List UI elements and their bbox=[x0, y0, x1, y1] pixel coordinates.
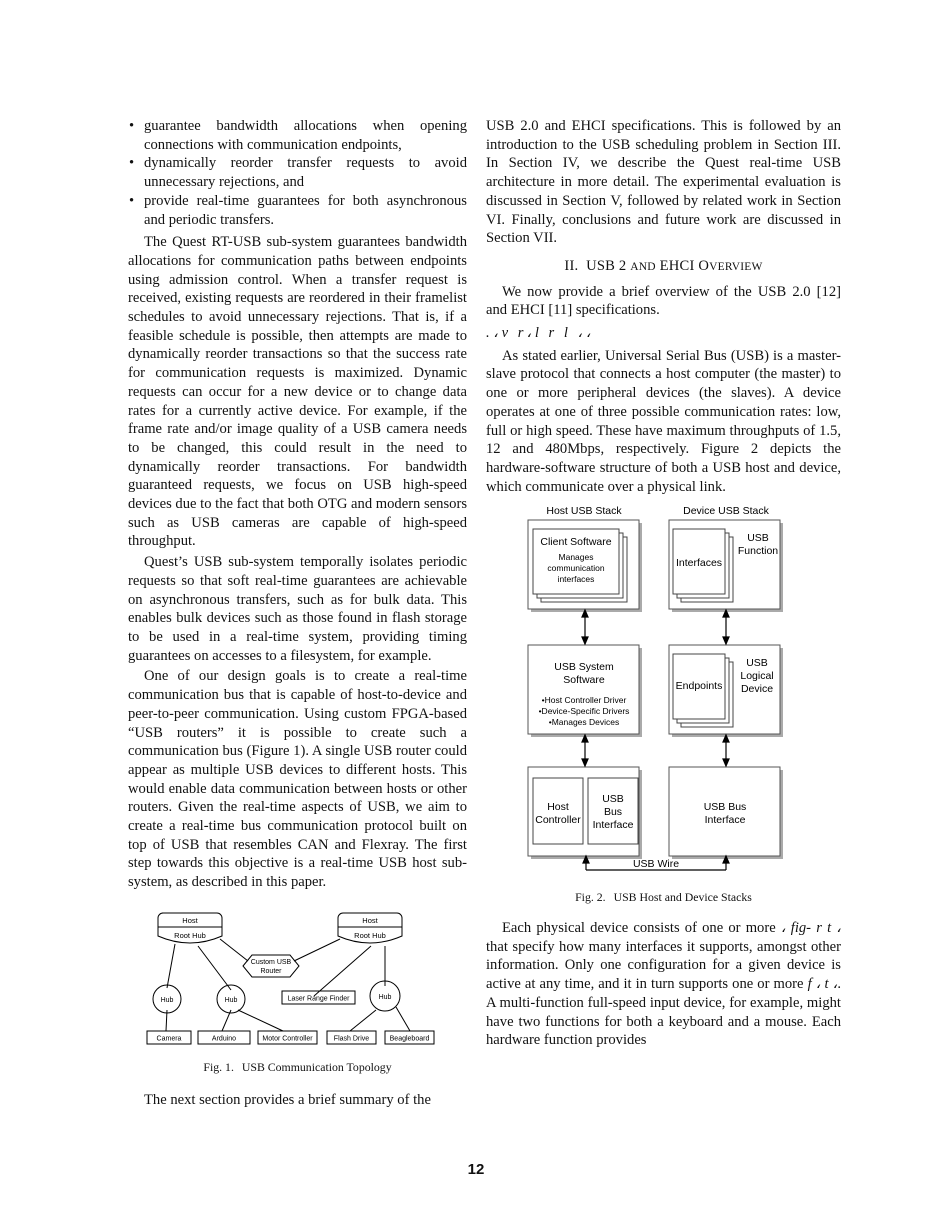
figure-1-topology bbox=[140, 906, 440, 1056]
sys-sw-2: Software bbox=[563, 674, 605, 687]
roothub-left-label: Root Hub bbox=[174, 930, 206, 940]
roothub-right-label: Root Hub bbox=[354, 930, 386, 940]
usb-bus-if-2: Bus bbox=[603, 806, 623, 819]
logical-1: USB bbox=[746, 657, 768, 670]
paragraph: USB 2.0 and EHCI specifications. This is followed by an introduction to the USB scheduling problem in Section III. In Section IV, we describe the Quest real-time USB architecture in more detail. The experimental evaluation is discussed in Section V, followed by related work in Section VI. Finally, conclusions and future work are discussed in Section VII. bbox=[486, 118, 841, 247]
logical-2: Logical bbox=[740, 670, 774, 683]
host-left-label: Host bbox=[182, 915, 198, 925]
dev-bus-if-1: USB Bus bbox=[703, 801, 747, 814]
camera-label: Camera bbox=[156, 1035, 182, 1043]
device-stack-title: Device USB Stack bbox=[683, 505, 769, 518]
laser-label: Laser Range Finder bbox=[287, 995, 350, 1003]
list-item: • guarantee bandwidth allocations when opening connections with communication endpoints, bbox=[128, 117, 467, 154]
host-ctrl-1: Host bbox=[547, 801, 569, 814]
section-number: II. bbox=[564, 257, 579, 274]
right-column bbox=[486, 117, 841, 1050]
paragraph: One of our design goals is to create a real-time communication bus that is capable of host-to-device and peer-to-peer communication. Using custom FPGA-based “USB routers” it is possible to create such a communication bus (Figure 1). A single USB router could appear as multiple USB devices to different hosts. This would enable data communication between hosts or other routers. Given the real-time aspects of USB, we aim to create a real-time bus communication protocol built on top of USB that resembles CAN and Flexray. The first step towards this objective is a real-time USB host sub-system, as described in this paper. bbox=[128, 668, 467, 891]
interfaces-label: Interfaces bbox=[675, 557, 723, 570]
logical-3: Device bbox=[740, 683, 774, 696]
usb-function-1: USB bbox=[747, 532, 769, 545]
router-label-1: Custom USB bbox=[250, 958, 292, 966]
subsection-heading: . ، v r، l r l ، ، bbox=[486, 325, 591, 342]
beagle-label: Beagleboard bbox=[389, 1035, 430, 1043]
sys-sw-bullet-2: •Device-Specific Drivers bbox=[538, 706, 630, 717]
section-title-part: EHCI O bbox=[659, 257, 710, 274]
manages-line-1: Manages bbox=[558, 552, 594, 563]
section-title-part: USB 2 bbox=[586, 257, 627, 274]
list-item: • dynamically reorder transfer requests to avoid unnecessary rejections, and bbox=[128, 154, 467, 191]
hub-2-label: Hub bbox=[224, 996, 238, 1004]
section-title-part: AND bbox=[630, 260, 656, 273]
caption-text: USB Communication Topology bbox=[241, 1059, 392, 1074]
caption-label: Fig. 1. bbox=[203, 1059, 234, 1074]
paragraph: We now provide a brief overview of the USB 2.0 [12] and EHCI [11] specifications. bbox=[486, 283, 841, 319]
paragraph: Quest’s USB sub-system temporally isolates periodic requests so that soft real-time guarantees are achievable on asynchronous transfers, such as for bulk data. This enables bulk devices such as those found in flash storage to be used in a real-time system, providing timing guarantees on accesses to a filesystem, for example. bbox=[128, 554, 467, 664]
host-stack-title: Host USB Stack bbox=[546, 505, 622, 518]
sys-sw-1: USB System bbox=[554, 661, 614, 674]
hub-1-label: Hub bbox=[160, 996, 174, 1004]
section-heading bbox=[486, 257, 841, 277]
sys-sw-bullet-3: •Manages Devices bbox=[548, 717, 620, 728]
paragraph: The Quest RT-USB sub-system guarantees bandwidth allocations for communication paths between endpoints using admission control. When a transfer request is received, existing requests are reordered in their framelist schedules to avoid unnecessary rejections. That is, if a feasible schedule is possible, then attempts are made to dynamically reorder transactions so that the success rate for communication requests is maximized. Dynamic requests can occur for a new device or to change data rates for a currently active device. For example, if the frame rate and/or image quality of a USB camera needs to be changed, this could result in the need to dynamically reorder transactions. For bandwidth guaranteed requests, we focus on USB high-speed devices due to the fact that both OTG and modern sensors such as USB cameras are capable of high-speed throughput. bbox=[128, 234, 467, 550]
dev-bus-if-2: Interface bbox=[704, 814, 746, 827]
manages-line-2: communication bbox=[547, 563, 605, 574]
router-label-2: Router bbox=[260, 967, 282, 975]
caption-text: USB Host and Device Stacks bbox=[613, 890, 752, 905]
endpoints-label: Endpoints bbox=[675, 680, 723, 693]
client-software-label: Client Software bbox=[540, 536, 612, 549]
flash-label: Flash Drive bbox=[333, 1035, 370, 1043]
usb-function-2: Function bbox=[737, 545, 779, 558]
design-goals-list bbox=[128, 117, 467, 229]
arduino-label: Arduino bbox=[211, 1035, 237, 1043]
figure-2-caption bbox=[486, 888, 841, 907]
sys-sw-bullet-1: •Host Controller Driver bbox=[541, 695, 627, 706]
host-right-label: Host bbox=[362, 915, 378, 925]
section-title-part: VERVIEW bbox=[709, 260, 763, 273]
figure-2-stacks bbox=[524, 504, 784, 874]
usb-bus-if-3: Interface bbox=[592, 819, 634, 832]
usb-bus-if-1: USB bbox=[602, 793, 624, 806]
host-ctrl-2: Controller bbox=[535, 814, 581, 827]
caption-label: Fig. 2. bbox=[575, 890, 606, 905]
usb-wire-label: USB Wire bbox=[632, 858, 680, 871]
hub-3-label: Hub bbox=[378, 993, 392, 1001]
motor-label: Motor Controller bbox=[262, 1035, 313, 1043]
figure-1-caption bbox=[128, 1058, 467, 1077]
page-number: 12 bbox=[467, 1161, 485, 1178]
paragraph: As stated earlier, Universal Serial Bus (USB) is a master-slave protocol that connects a host computer (the master) to one or more peripheral devices (the slaves). A device operates at one of three possible communication rates: low, full or high speed. These have maximum throughputs of 1.5, 12 and 480Mbps, respectively. Figure 2 depicts the hardware-software structure of both a USB host and device, which communicate over a physical link. bbox=[486, 347, 841, 495]
paragraph: Each physical device consists of one or more ، fig- r t ، that specify how many interfaces it supports, amongst other information. Only one configuration for a given device is active at any time, and it in turn supports one or more f ، t ،. A multi-function full-speed input device, for example, might have two functions for both a keyboard and a mouse. Each hardware function provides bbox=[486, 920, 842, 1049]
paragraph: The next section provides a brief summary of the bbox=[144, 1091, 431, 1108]
left-column bbox=[128, 117, 467, 1109]
manages-line-3: interfaces bbox=[557, 574, 595, 585]
list-item: • provide real-time guarantees for both asynchronous and periodic transfers. bbox=[128, 192, 467, 229]
